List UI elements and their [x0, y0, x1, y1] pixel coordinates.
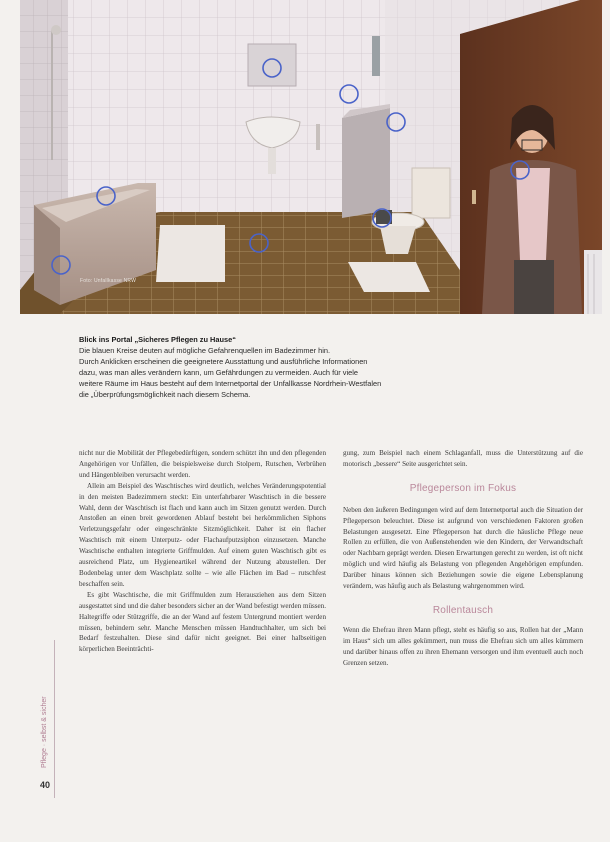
section-heading-rollentausch: Rollentausch [432, 604, 494, 616]
paragraph: Es gibt Waschtische, die mit Griffmulden zum Herausziehen aus dem Sitzen ausgestattet sind und die daher besonders sicher an der Wand befestigt werden müssen. Haltegriffe oder Stützgriffe, die an der Wand auf festem Untergrund montiert werden müssen, behindern sehr. Manche Menschen müssen Handtuchhalter, um sich bei Bedarf festzuhalten. Diese sind dafür nicht geeignet. Bei einer halbseitigen körperlichen Beeinträchti- [79, 590, 326, 654]
section-heading-pflegeperson: Pflegeperson im Fokus [409, 482, 517, 494]
caption-line: Die blauen Kreise deuten auf mögliche Gefahrenquellen im Badezimmer hin. [79, 346, 331, 355]
caption-line: dazu, was man alles verändern kann, um Gefährdungen zu vermeiden. Auch für viele [79, 368, 358, 377]
right-column [343, 448, 583, 669]
sidebar-rule [54, 640, 55, 798]
paragraph: Wenn die Ehefrau ihren Mann pflegt, steht es häufig so aus, Rollen hat der „Mann im Haus“ sich um alles gekümmert, nun muss die Ehefrau sich um alles kümmern und darüber hinaus offen zu ihren Ehemann versorgen und ihm eventuell auch noch Grenzen setzen. [343, 625, 583, 667]
paragraph: nicht nur die Mobilität der Pflegebedürftigen, sondern schützt ihn und den pflegenden Angehörigen vor Unfällen, die beispielsweise durch Stolpern, Rutschen, Verbrühen und Hängenbleiben verursacht werden. [79, 449, 326, 479]
left-column [79, 448, 326, 655]
caption-line: weitere Räume im Haus besteht auf dem Internetportal der Unfallkasse Nordrhein-Westfalen [79, 379, 382, 388]
bathroom-scene [20, 0, 602, 314]
page-number: 40 [40, 780, 51, 790]
figure-caption [79, 334, 479, 400]
image-credit: Foto: Unfallkasse NRW [80, 278, 137, 284]
paragraph: gung, zum Beispiel nach einem Schlaganfall, muss die Unterstützung auf die motorisch „bessere“ Seite ausgerichtet sein. [343, 449, 583, 468]
bathroom-illustration [20, 0, 602, 314]
caption-line: die „Überprüfungsmöglichkeit nach diesem Schema. [79, 390, 251, 399]
paragraph: Allein am Beispiel des Waschtisches wird deutlich, welches Veränderungspotential in den meisten Badezimmern steckt: Ein unterfahrbarer Waschtisch in die bessere Wahl, denn der Waschtisch ist flach und kann auch im Sitzen genutzt werden. Durch Anstoßen an einen breit gewordenen Ablauf besteht bei herkömmlichen Siphons Verletzungsgefahr oder eingeschränkte Sitzmöglichkeit. Daher ist ein flacher Waschtisch mit einem Unterputz- oder Flachaufputzsiphon einzusetzen. Manche Waschtische enthalten integrierte Griffmulden. Auf einem guten Waschtisch gibt es ausreichend Platz, um Hygieneartikel während der Nutzung abzustellen. Der Bodenbelag unter dem Waschplatz sollte – wie alle Flächen im Bad – rutschfest beschaffen sein. [79, 481, 326, 588]
running-title: Pflege · selbst & sicher [41, 696, 48, 768]
caption-line: Durch Anklicken erscheinen die geeignetere Ausstattung und ausführliche Informationen [79, 357, 368, 366]
paragraph: Neben den äußeren Bedingungen wird auf dem Internetportal auch die Situation der Pflegeperson beleuchtet. Diese ist aufgrund von verschiedenen Faktoren großen Belastungen ausgesetzt. Eine Pflegeperson hat durch die häusliche Pflege neue Rollen zu erfüllen, die von Außenstehenden wie den Kindern, der Verwandtschaft oder Nachbarn geprägt werden. Diesen Erwartungen gerecht zu werden, ist oft nicht möglich und wird häufig als Belastung von pflegenden Angehörigen empfunden. Darüber hinaus können sich Beziehungen sowie die eigene Lebensplanung verändern, was häufig auch als Belastung wahrgenommen wird. [343, 505, 583, 591]
caption-title: Blick ins Portal „Sicheres Pflegen zu Hause“ [79, 335, 236, 344]
